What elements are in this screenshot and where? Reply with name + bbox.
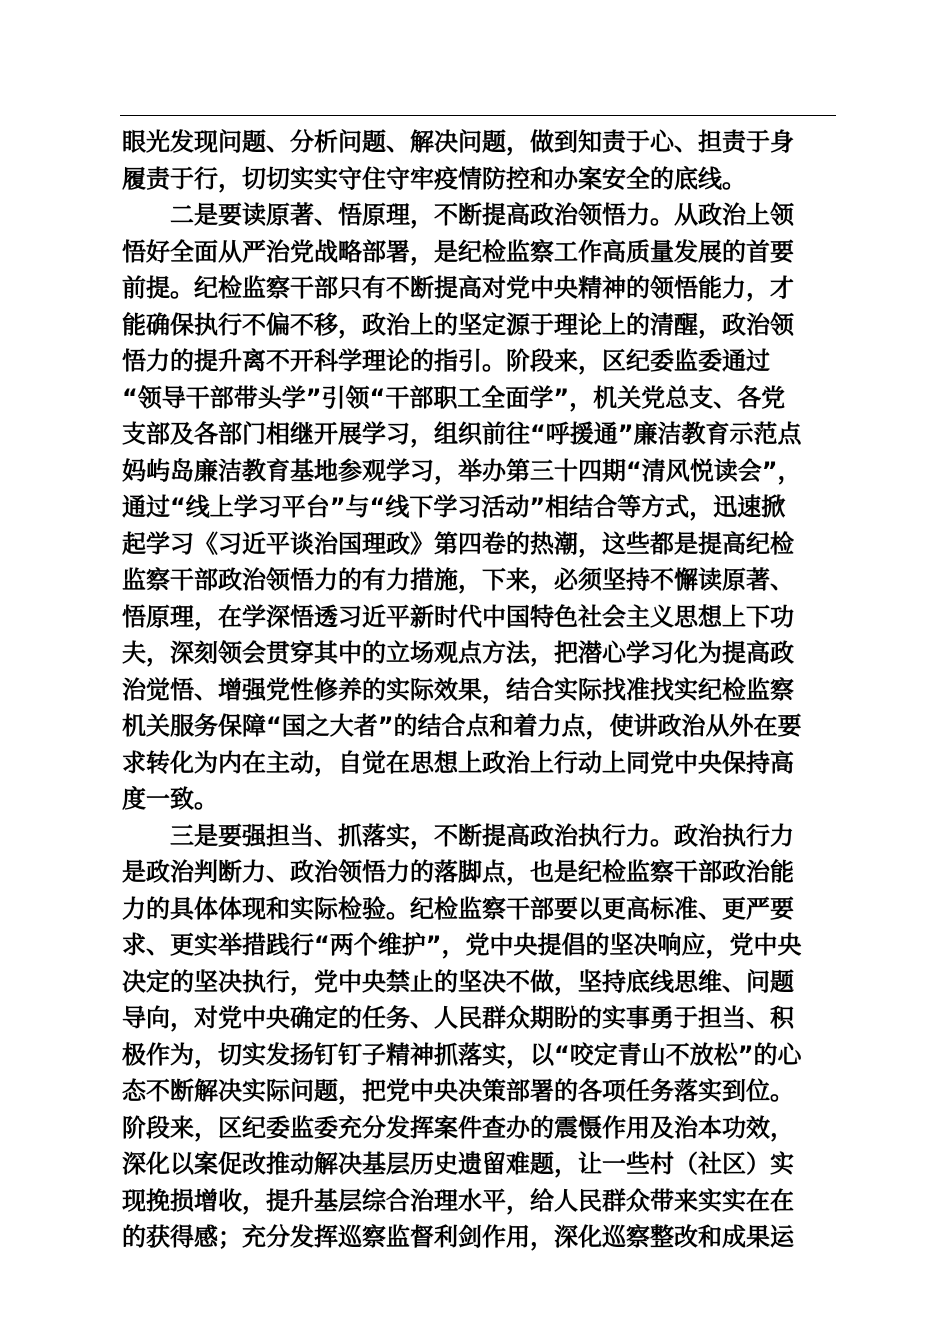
text-line: 机关服务保障“国之大者”的结合点和着力点，使讲政治从外在要 bbox=[122, 712, 802, 740]
text-line: 履责于行，切切实实守住守牢疫情防控和办案安全的底线。 bbox=[122, 164, 746, 193]
text-line: 眼光发现问题、分析问题、解决问题，做到知责于心、担责于身 bbox=[122, 128, 794, 156]
text-line: 态不断解决实际问题，把党中央决策部署的各项任务落实到位。 bbox=[122, 1077, 794, 1105]
text-line: 求、更实举措践行“两个维护”，党中央提倡的坚决响应，党中央 bbox=[122, 931, 802, 959]
text-line: 能确保执行不偏不移，政治上的坚定源于理论上的清醒，政治领 bbox=[122, 310, 794, 339]
text-line: 妈屿岛廉洁教育基地参观学习，举办第三十四期“清风悦读会”， bbox=[122, 456, 802, 485]
text-line: 导向，对党中央确定的任务、人民群众期盼的实事勇于担当、积 bbox=[122, 1004, 794, 1032]
text-line: 二是要读原著、悟原理，不断提高政治领悟力。从政治上领 bbox=[170, 201, 794, 229]
text-line: 度一致。 bbox=[122, 785, 218, 813]
text-line: 阶段来，区纪委监委充分发挥案件查办的震慑作用及治本功效， bbox=[122, 1113, 794, 1142]
text-line: 的获得感；充分发挥巡察监督利剑作用，深化巡察整改和成果运 bbox=[122, 1223, 794, 1251]
text-line: 通过“线上学习平台”与“线下学习活动”相结合等方式，迅速掀 bbox=[122, 493, 786, 521]
text-line: 起学习《习近平谈治国理政》第四卷的热潮，这些都是提高纪检 bbox=[122, 529, 794, 558]
text-line: 三是要强担当、抓落实，不断提高政治执行力。政治执行力 bbox=[170, 821, 794, 850]
text-line: 极作为，切实发扬钉钉子精神抓落实，以“咬定青山不放松”的心 bbox=[122, 1040, 802, 1069]
text-line: 前提。纪检监察干部只有不断提高对党中央精神的领悟能力，才 bbox=[122, 274, 794, 302]
text-line: 决定的坚决执行，党中央禁止的坚决不做，坚持底线思维、问题 bbox=[122, 967, 794, 996]
text-line: 是政治判断力、政治领悟力的落脚点，也是纪检监察干部政治能 bbox=[122, 858, 794, 886]
text-line: 求转化为内在主动，自觉在思想上政治上行动上同党中央保持高 bbox=[122, 748, 794, 777]
text-line: “领导干部带头学”引领“干部职工全面学”，机关党总支、各党 bbox=[122, 383, 786, 412]
header-rule bbox=[120, 115, 836, 116]
text-line: 夫，深刻领会贯穿其中的立场观点方法，把潜心学习化为提高政 bbox=[122, 639, 794, 667]
text-line: 监察干部政治领悟力的有力措施，下来，必须坚持不懈读原著、 bbox=[122, 566, 794, 594]
text-line: 治觉悟、增强党性修养的实际效果，结合实际找准找实纪检监察 bbox=[122, 675, 794, 704]
text-line: 现挽损增收，提升基层综合治理水平，给人民群众带来实实在在 bbox=[122, 1186, 794, 1215]
text-line: 悟好全面从严治党战略部署，是纪检监察工作高质量发展的首要 bbox=[122, 237, 794, 266]
body-text bbox=[122, 124, 838, 1256]
text-line: 支部及各部门相继开展学习，组织前往“呼援通”廉洁教育示范点 bbox=[122, 420, 802, 448]
text-line: 悟力的提升离不开科学理论的指引。阶段来，区纪委监委通过 bbox=[122, 347, 770, 375]
text-line: 深化以案促改推动解决基层历史遗留难题，让一些村（社区）实 bbox=[122, 1150, 794, 1178]
text-line: 悟原理，在学深悟透习近平新时代中国特色社会主义思想上下功 bbox=[122, 602, 794, 631]
text-line: 力的具体体现和实际检验。纪检监察干部要以更高标准、更严要 bbox=[122, 894, 794, 923]
